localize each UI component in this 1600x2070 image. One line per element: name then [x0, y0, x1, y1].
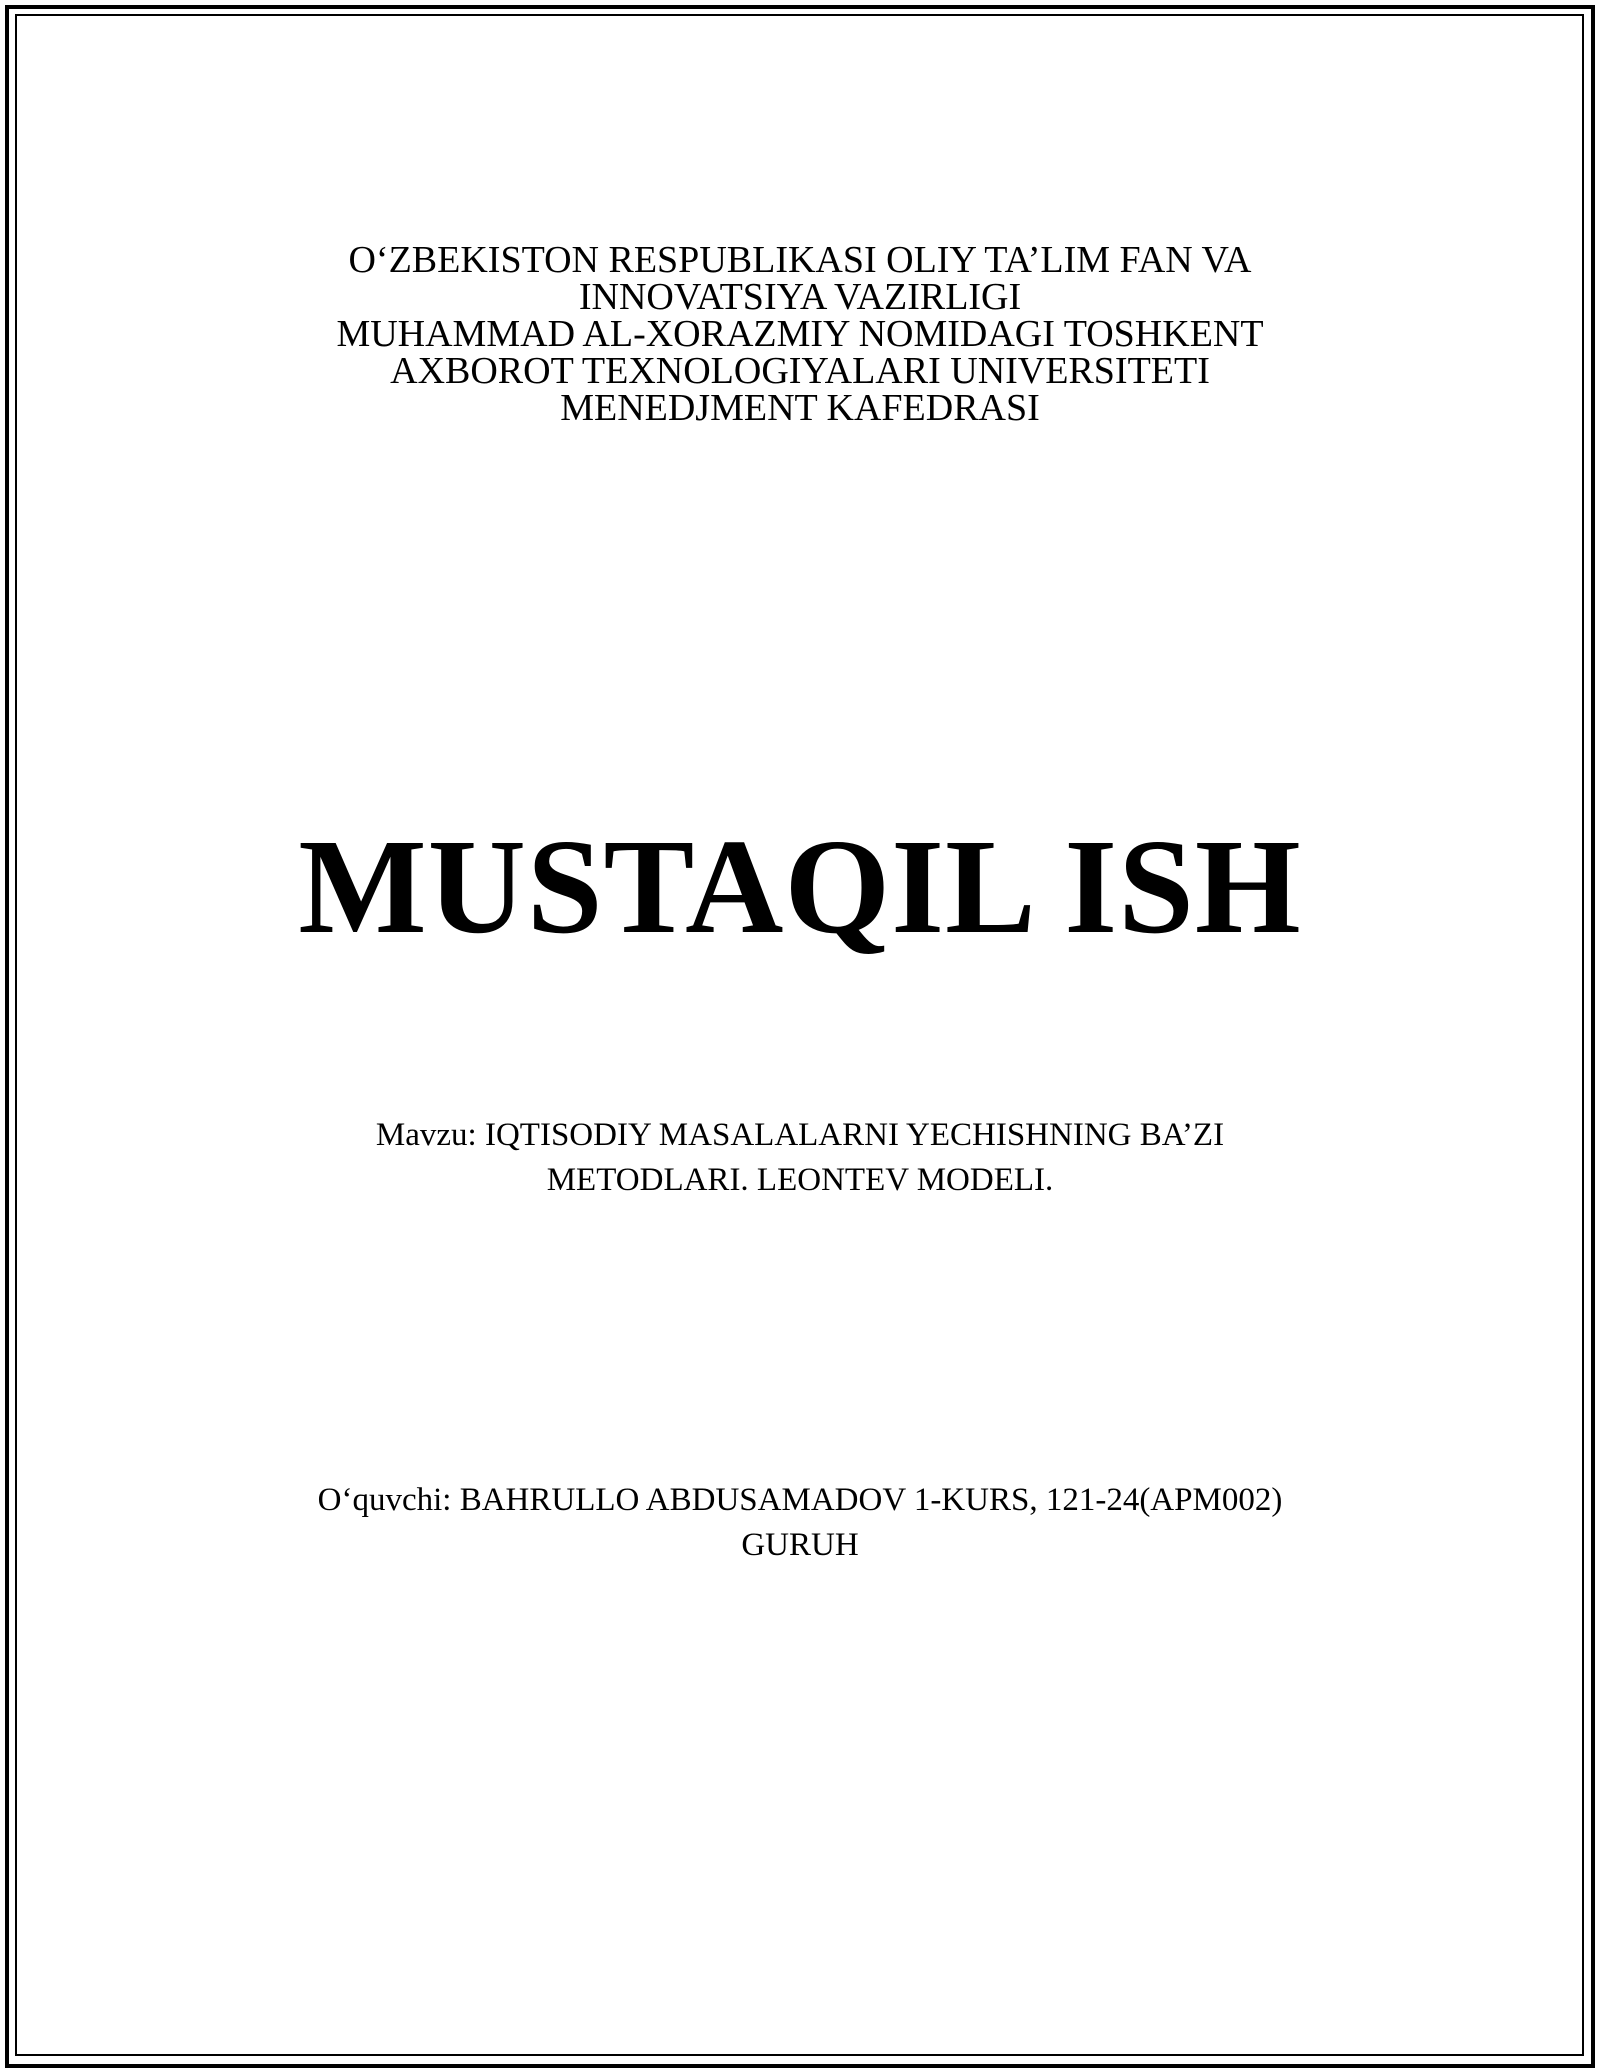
document-title: MUSTAQIL ISH [298, 812, 1302, 962]
header-line: INNOVATSIYA VAZIRLIGI [578, 276, 1022, 318]
topic-line: Mavzu: IQTISODIY MASALALARNI YECHISHNING BA’ZI [375, 1117, 1225, 1153]
student-line: O‘quvchi: BAHRULLO ABDUSAMADOV 1-KURS, 121-24(APM002) [317, 1482, 1283, 1518]
header-line: O‘ZBEKISTON RESPUBLIKASI OLIY TA’LIM FAN VA [348, 239, 1252, 281]
student-line: GURUH [741, 1527, 859, 1563]
header-line: AXBOROT TEXNOLOGIYALARI UNIVERSITETI [390, 350, 1210, 392]
institution-header [0, 239, 1600, 429]
topic-line: METODLARI. LEONTEV MODELI. [546, 1162, 1054, 1198]
topic-block [0, 1113, 1600, 1203]
header-line: MENEDJMENT KAFEDRASI [560, 387, 1040, 429]
header-line: MUHAMMAD AL-XORAZMIY NOMIDAGI TOSHKENT [336, 313, 1264, 355]
student-block [0, 1478, 1600, 1568]
